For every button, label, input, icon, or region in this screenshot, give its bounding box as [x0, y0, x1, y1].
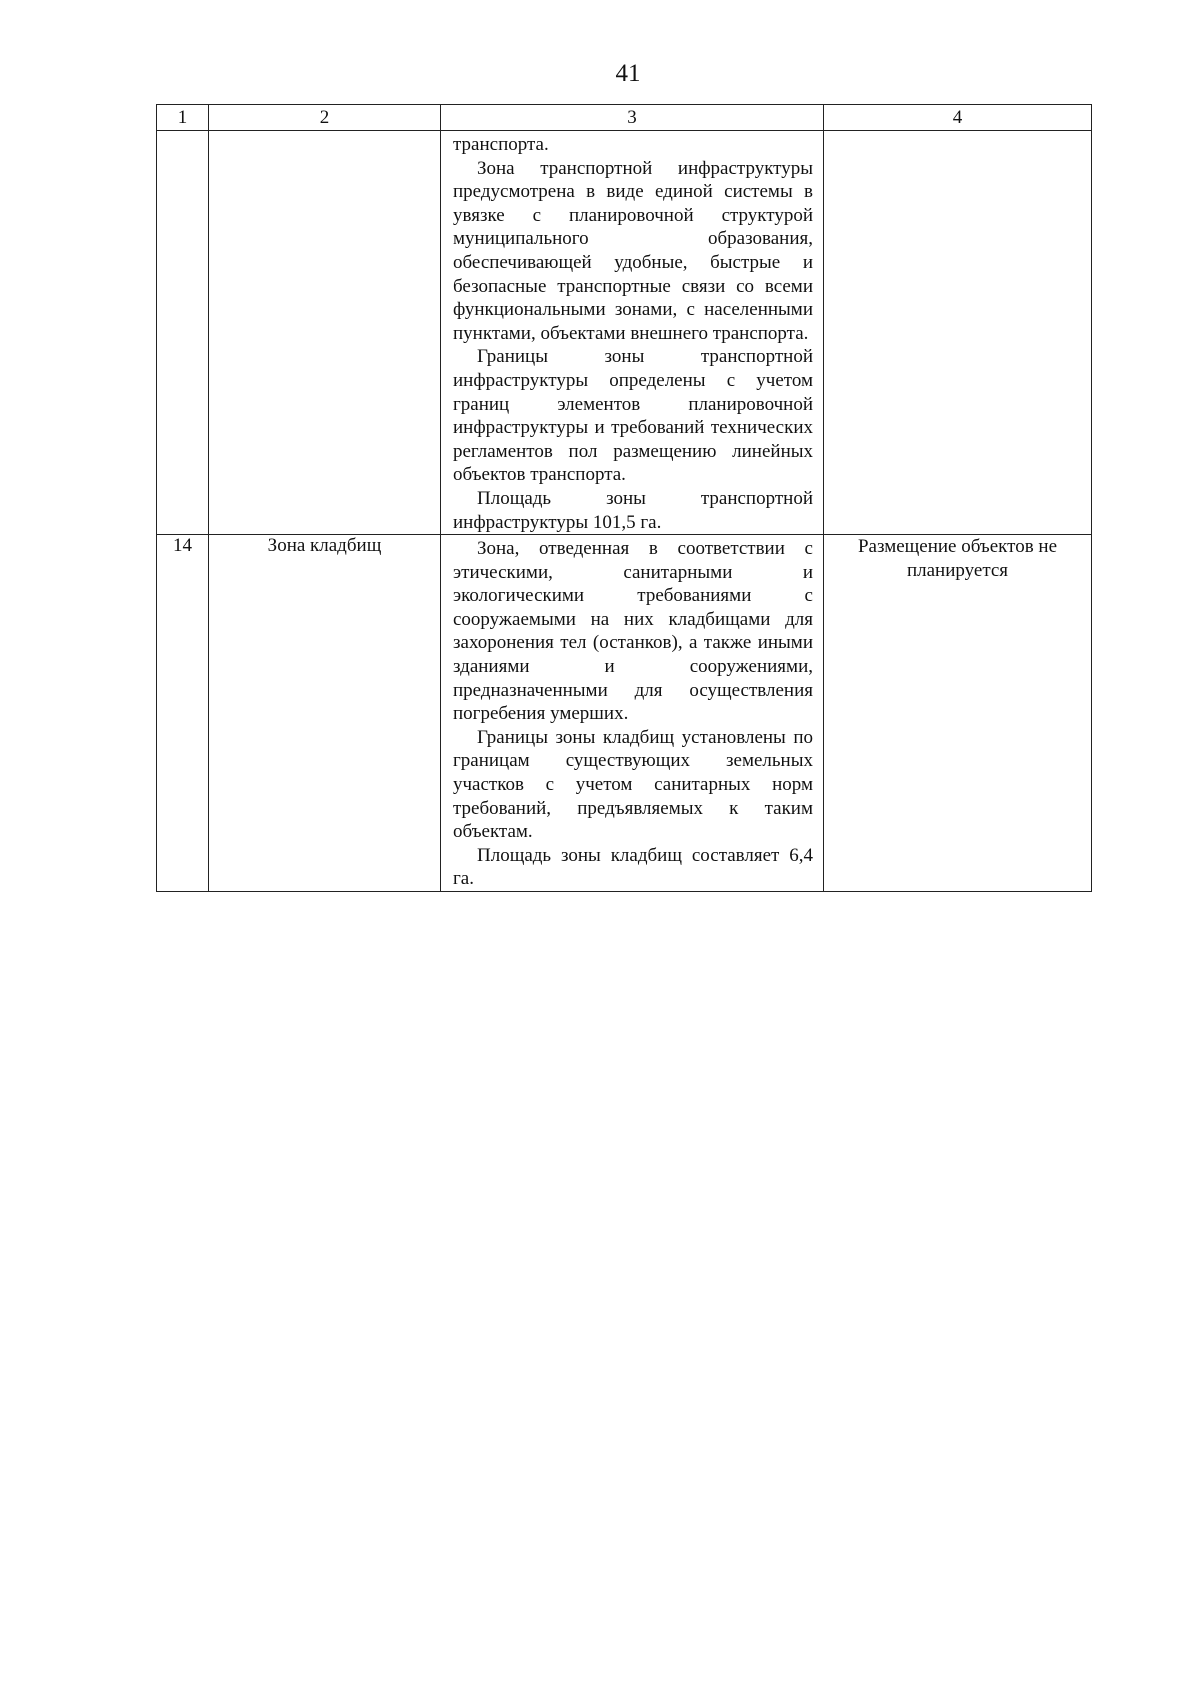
zone-name — [209, 131, 441, 535]
description-paragraph: Площадь зоны кладбищ составляет 6,4 га. — [453, 844, 813, 890]
column-header-3: 3 — [441, 105, 824, 131]
description-paragraph: транспорта. — [453, 134, 549, 155]
row-number — [157, 131, 209, 535]
planned-objects — [824, 131, 1092, 535]
description-paragraph: Границы зоны транспортной инфраструктуры определены с учетом границ элементов планировочной инфраструктуры и требований технических регламентов пол размещению линейных объектов транспорта. — [453, 346, 813, 486]
zone-description — [441, 131, 824, 535]
description-paragraph: Зона транспортной инфраструктуры предусмотрена в виде единой системы в увязке с планировочной структурой муниципального образования, обеспечивающей удобные, быстрые и безопасные транспортные связи со всеми функциональными зонами, с населенными пунктами, объектами внешнего транспорта. — [453, 157, 813, 344]
table-row — [157, 131, 1092, 535]
table-row — [157, 535, 1092, 892]
zones-table — [156, 104, 1092, 892]
column-header-1: 1 — [157, 105, 209, 131]
column-header-4: 4 — [824, 105, 1092, 131]
header-row — [157, 105, 1092, 131]
row-number: 14 — [157, 535, 209, 892]
page-number: 41 — [615, 60, 641, 87]
description-paragraph: Зона, отведенная в соответствии с этическими, санитарными и экологическими требованиями с сооружаемыми на них кладбищами для захоронения тел (останков), а также иными зданиями и сооружениями, предназначенными для осуществления погребения умерших. — [453, 538, 813, 725]
description-paragraph: Площадь зоны транспортной инфраструктуры 101,5 га. — [453, 487, 813, 533]
zone-name: Зона кладбищ — [209, 535, 441, 892]
zone-description — [441, 535, 824, 892]
column-header-2: 2 — [209, 105, 441, 131]
planned-objects: Размещение объектов не планируется — [824, 535, 1092, 892]
description-paragraph: Границы зоны кладбищ установлены по границам существующих земельных участков с учетом санитарных норм требований, предъявляемых к таким объектам. — [453, 726, 813, 843]
